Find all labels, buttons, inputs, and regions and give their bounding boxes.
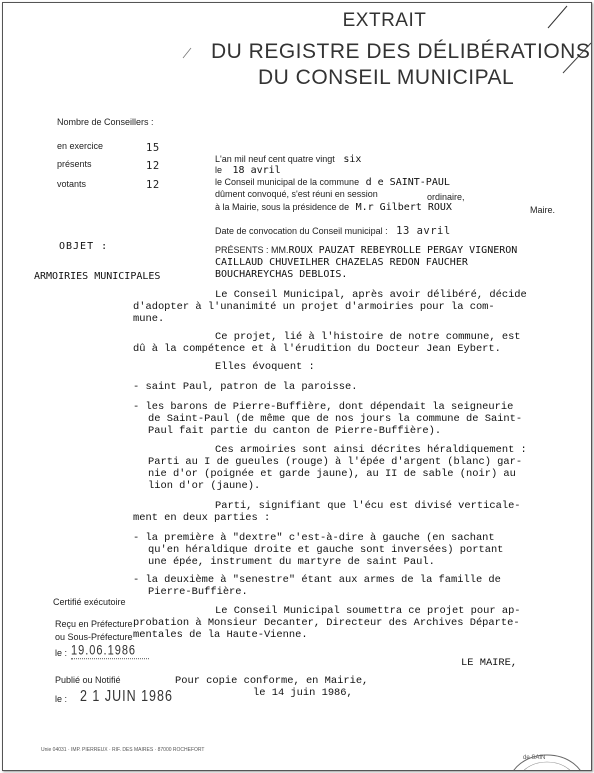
document-page bbox=[2, 2, 592, 771]
presents-value: 12 bbox=[146, 160, 160, 172]
body-p6-line3: mentales de la Haute-Vienne. bbox=[133, 629, 308, 641]
commune-name: d e SAINT-PAUL bbox=[365, 177, 450, 188]
body-bullet2-line2: de Saint-Paul (de même que de nos jours la commune de Saint- bbox=[148, 413, 523, 425]
session-convened: dûment convoqué, s'est réuni en session bbox=[215, 189, 378, 199]
body-bullet2-line1: - les barons de Pierre-Buffière, dont dépendait la seigneurie bbox=[133, 401, 514, 413]
seal-stamp-text: de SAIN bbox=[523, 755, 546, 761]
objet-label: OBJET : bbox=[59, 241, 109, 252]
exercice-label: en exercice bbox=[57, 141, 104, 151]
presents-names-2: CAILLAUD CHUVEILHER CHAZELAS REDON FAUCHER bbox=[215, 257, 468, 268]
body-p5-line1: Parti, signifiant que l'écu est divisé verticale- bbox=[215, 500, 521, 512]
seal-stamp bbox=[503, 745, 591, 771]
convocation-date: 13 avril bbox=[396, 225, 451, 237]
body-bullet1: - saint Paul, patron de la paroisse. bbox=[133, 381, 358, 393]
body-p4-line3: nie d'or (poignée et garde jaune), au II de sable (noir) au bbox=[148, 468, 516, 480]
presents-line1 bbox=[215, 245, 517, 256]
session-le-label: le bbox=[215, 165, 223, 175]
body-p6-line2: probation à Monsieur Decanter, Directeur des Archives Départe- bbox=[133, 617, 520, 629]
votants-value: 12 bbox=[146, 179, 160, 191]
exercice-value: 15 bbox=[146, 142, 160, 154]
session-year-prefix: L'an mil neuf cent quatre vingt bbox=[215, 154, 335, 164]
session-type: ordinaire, bbox=[427, 192, 465, 202]
session-commune-line bbox=[215, 177, 450, 188]
session-mairie-line bbox=[215, 202, 452, 213]
session-date-line bbox=[215, 165, 281, 176]
presents-label-mm: PRÉSENTS : MM. bbox=[215, 245, 289, 255]
body-p4-line1: Ces armoiries sont ainsi décrites héraldiquement : bbox=[215, 444, 527, 456]
presents-label: présents bbox=[57, 159, 92, 169]
body-p1-line3: mune. bbox=[133, 313, 165, 325]
body-p2-line2: dû à la compétence et à l'érudition du Docteur Jean Eybert. bbox=[133, 343, 501, 355]
body-p4-line2: Parti au I de gueules (rouge) à l'épée d'argent (blanc) gar- bbox=[148, 456, 523, 468]
votants-label: votants bbox=[57, 179, 87, 189]
body-p6-line1: Le Conseil Municipal soumettra ce projet pour ap- bbox=[215, 605, 521, 617]
counts-heading: Nombre de Conseillers : bbox=[57, 117, 154, 127]
session-line1 bbox=[215, 154, 361, 165]
body-bullet3-line3: une épée, instrument du martyre de saint Paul. bbox=[148, 556, 435, 568]
convocation-label: Date de convocation du Conseil municipal : bbox=[215, 226, 388, 236]
maire-label: Maire. bbox=[530, 205, 556, 215]
body-bullet4-line2: Pierre-Buffière. bbox=[148, 586, 248, 598]
body-bullet3-line2: qu'en héraldique droite et gauche sont inversées) portant bbox=[148, 544, 504, 556]
commune-prefix: le Conseil municipal de la commune bbox=[215, 177, 360, 187]
recu-date-stamp: 19.06.1986 bbox=[71, 643, 149, 659]
publie-le-label: le : bbox=[55, 694, 68, 704]
body-p5-line2: ment en deux parties : bbox=[133, 512, 271, 524]
body-bullet3-line1: - la première à "dextre" c'est-à-dire à gauche (en sachant bbox=[133, 532, 495, 544]
publie-date-stamp: 2 1 JUIN 1986 bbox=[80, 687, 173, 705]
body-p2-line1: Ce projet, lié à l'histoire de notre commune, est bbox=[215, 331, 521, 343]
footer-imprint: Unie 04031 · IMP. PIERREUX · RIF. DES MAIRES · 87000 ROCHEFORT bbox=[41, 747, 205, 753]
session-year-word: six bbox=[343, 154, 362, 165]
session-date: 18 avril bbox=[232, 165, 281, 176]
copy-line-1: Pour copie conforme, en Mairie, bbox=[175, 675, 369, 687]
mairie-label: à la Mairie, sous la présidence de bbox=[215, 202, 350, 212]
body-p3: Elles évoquent : bbox=[215, 361, 315, 373]
recu-le-label: le : bbox=[55, 648, 68, 658]
body-p1-line1: Le Conseil Municipal, après avoir délibéré, décide bbox=[215, 289, 527, 301]
copy-line-2: le 14 juin 1986, bbox=[253, 687, 353, 699]
presents-names-1: ROUX PAUZAT REBEYROLLE PERGAY VIGNERON bbox=[288, 245, 518, 256]
convocation-line bbox=[215, 225, 451, 237]
body-bullet2-line3: Paul fait partie du canton de Pierre-Buffière). bbox=[148, 425, 442, 437]
presents-names-3: BOUCHAREYCHAS DEBLOIS. bbox=[215, 269, 348, 280]
title-line-3: DU CONSEIL MUNICIPAL bbox=[258, 66, 515, 89]
signature-label: LE MAIRE, bbox=[461, 657, 518, 669]
title-line-2: DU REGISTRE DES DÉLIBÉRATIONS bbox=[211, 40, 591, 63]
body-p4-line4: lion d'or (jaune). bbox=[148, 480, 261, 492]
recu-label-2: ou Sous-Préfecture bbox=[55, 632, 133, 642]
recu-label-1: Reçu en Préfecture bbox=[55, 619, 133, 629]
publie-label: Publié ou Notifié bbox=[55, 675, 121, 685]
president-name: M.r Gilbert ROUX bbox=[355, 202, 452, 213]
body-bullet4-line1: - la deuxième à "senestre" étant aux armes de la famille de bbox=[133, 574, 501, 586]
body-p1-line2: d'adopter à l'unanimité un projet d'armoiries pour la com- bbox=[133, 301, 495, 313]
objet-value: ARMOIRIES MUNICIPALES bbox=[34, 271, 161, 282]
title-line-1: EXTRAIT bbox=[342, 10, 427, 31]
certifie-label: Certifié exécutoire bbox=[53, 597, 126, 607]
